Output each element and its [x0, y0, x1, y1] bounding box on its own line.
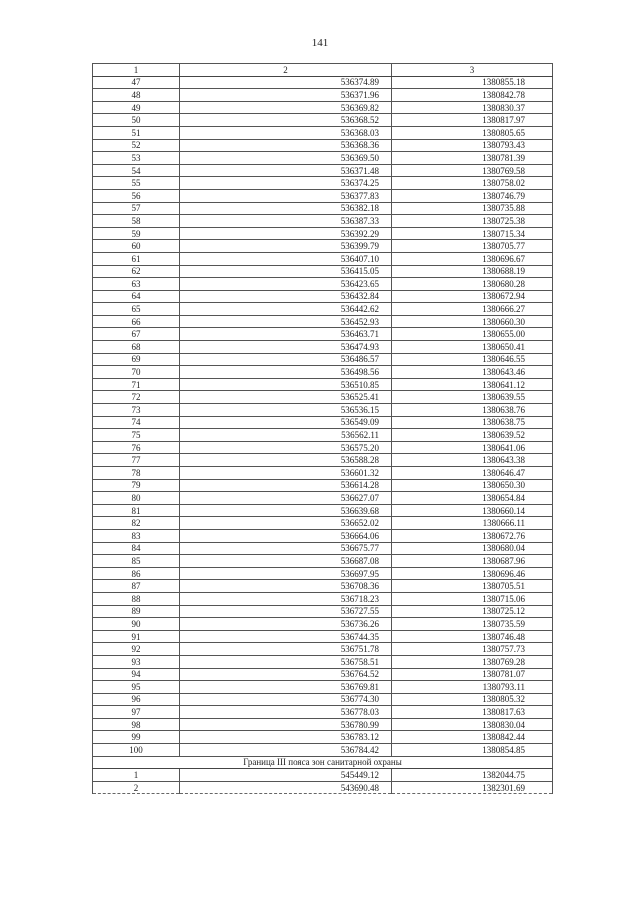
point-number-cell: 74: [93, 416, 180, 429]
point-number-cell: 59: [93, 227, 180, 240]
x-coordinate-cell: 536774.30: [180, 693, 392, 706]
x-coordinate-cell: 536614.28: [180, 479, 392, 492]
point-number-cell: 73: [93, 404, 180, 417]
point-number-cell: 70: [93, 366, 180, 379]
table-row: [93, 580, 553, 593]
table-row: [93, 567, 553, 580]
x-coordinate-cell: 536452.93: [180, 315, 392, 328]
y-coordinate-cell: 1380735.88: [392, 202, 553, 215]
point-number-cell: 1: [93, 769, 180, 782]
y-coordinate-cell: 1380650.41: [392, 341, 553, 354]
y-coordinate-cell: 1380638.75: [392, 416, 553, 429]
y-coordinate-cell: 1380641.06: [392, 441, 553, 454]
y-coordinate-cell: 1380725.38: [392, 215, 553, 228]
y-coordinate-cell: 1380805.32: [392, 693, 553, 706]
table-row: [93, 731, 553, 744]
x-coordinate-cell: 536392.29: [180, 227, 392, 240]
x-coordinate-cell: 536369.50: [180, 152, 392, 165]
y-coordinate-cell: 1380735.59: [392, 618, 553, 631]
x-coordinate-cell: 536627.07: [180, 492, 392, 505]
y-coordinate-cell: 1380757.73: [392, 643, 553, 656]
x-coordinate-cell: 536374.89: [180, 76, 392, 89]
point-number-cell: 89: [93, 605, 180, 618]
x-coordinate-cell: 536369.82: [180, 101, 392, 114]
table-row: [93, 202, 553, 215]
point-number-cell: 88: [93, 592, 180, 605]
y-coordinate-cell: 1380696.46: [392, 567, 553, 580]
y-coordinate-cell: 1380817.63: [392, 706, 553, 719]
x-coordinate-cell: 536758.51: [180, 655, 392, 668]
x-coordinate-cell: 536778.03: [180, 706, 392, 719]
column-header: 3: [392, 64, 553, 77]
x-coordinate-cell: 536562.11: [180, 429, 392, 442]
x-coordinate-cell: 536727.55: [180, 605, 392, 618]
y-coordinate-cell: 1380650.30: [392, 479, 553, 492]
x-coordinate-cell: 536783.12: [180, 731, 392, 744]
y-coordinate-cell: 1380725.12: [392, 605, 553, 618]
x-coordinate-cell: 536387.33: [180, 215, 392, 228]
section-heading: Граница III пояса зон санитарной охраны: [93, 756, 553, 769]
point-number-cell: 72: [93, 391, 180, 404]
table-row: [93, 504, 553, 517]
x-coordinate-cell: 536382.18: [180, 202, 392, 215]
x-coordinate-cell: 536374.25: [180, 177, 392, 190]
x-coordinate-cell: 536423.65: [180, 278, 392, 291]
table-row: [93, 542, 553, 555]
y-coordinate-cell: 1380646.47: [392, 467, 553, 480]
y-coordinate-cell: 1380781.39: [392, 152, 553, 165]
table-row: [93, 681, 553, 694]
x-coordinate-cell: 536415.05: [180, 265, 392, 278]
point-number-cell: 52: [93, 139, 180, 152]
x-coordinate-cell: 536575.20: [180, 441, 392, 454]
x-coordinate-cell: 536442.62: [180, 303, 392, 316]
x-coordinate-cell: 536549.09: [180, 416, 392, 429]
point-number-cell: 85: [93, 555, 180, 568]
point-number-cell: 95: [93, 681, 180, 694]
x-coordinate-cell: 536769.81: [180, 681, 392, 694]
point-number-cell: 91: [93, 630, 180, 643]
y-coordinate-cell: 1380666.11: [392, 517, 553, 530]
table-row: [93, 328, 553, 341]
table-row: [93, 366, 553, 379]
point-number-cell: 76: [93, 441, 180, 454]
y-coordinate-cell: 1380655.00: [392, 328, 553, 341]
y-coordinate-cell: 1380793.11: [392, 681, 553, 694]
table-row: [93, 290, 553, 303]
table-row: [93, 278, 553, 291]
table-row: [93, 189, 553, 202]
table-row: [93, 718, 553, 731]
point-number-cell: 82: [93, 517, 180, 530]
y-coordinate-cell: 1380680.04: [392, 542, 553, 555]
point-number-cell: 58: [93, 215, 180, 228]
y-coordinate-cell: 1380672.76: [392, 529, 553, 542]
y-coordinate-cell: 1380715.34: [392, 227, 553, 240]
y-coordinate-cell: 1380639.52: [392, 429, 553, 442]
y-coordinate-cell: 1380793.43: [392, 139, 553, 152]
y-coordinate-cell: 1382044.75: [392, 769, 553, 782]
y-coordinate-cell: 1380842.44: [392, 731, 553, 744]
table-row: [93, 781, 553, 794]
table-row: [93, 341, 553, 354]
y-coordinate-cell: 1382301.69: [392, 781, 553, 794]
table-row: [93, 529, 553, 542]
x-coordinate-cell: 536463.71: [180, 328, 392, 341]
y-coordinate-cell: 1380672.94: [392, 290, 553, 303]
x-coordinate-cell: 543690.48: [180, 781, 392, 794]
point-number-cell: 83: [93, 529, 180, 542]
x-coordinate-cell: 536708.36: [180, 580, 392, 593]
table-row: [93, 693, 553, 706]
point-number-cell: 66: [93, 315, 180, 328]
x-coordinate-cell: 536744.35: [180, 630, 392, 643]
x-coordinate-cell: 536784.42: [180, 744, 392, 757]
y-coordinate-cell: 1380746.48: [392, 630, 553, 643]
table-row: [93, 706, 553, 719]
x-coordinate-cell: 536718.23: [180, 592, 392, 605]
table-row: [93, 152, 553, 165]
y-coordinate-cell: 1380687.96: [392, 555, 553, 568]
table-row: [93, 429, 553, 442]
table-row: [93, 164, 553, 177]
y-coordinate-cell: 1380805.65: [392, 126, 553, 139]
table-row: [93, 391, 553, 404]
point-number-cell: 65: [93, 303, 180, 316]
x-coordinate-cell: 536371.48: [180, 164, 392, 177]
x-coordinate-cell: 536751.78: [180, 643, 392, 656]
table-row: [93, 618, 553, 631]
y-coordinate-cell: 1380643.46: [392, 366, 553, 379]
point-number-cell: 92: [93, 643, 180, 656]
point-number-cell: 69: [93, 353, 180, 366]
x-coordinate-cell: 536639.68: [180, 504, 392, 517]
x-coordinate-cell: 536368.03: [180, 126, 392, 139]
table-row: [93, 265, 553, 278]
y-coordinate-cell: 1380660.14: [392, 504, 553, 517]
point-number-cell: 48: [93, 89, 180, 102]
y-coordinate-cell: 1380715.06: [392, 592, 553, 605]
x-coordinate-cell: 536368.52: [180, 114, 392, 127]
y-coordinate-cell: 1380696.67: [392, 252, 553, 265]
point-number-cell: 55: [93, 177, 180, 190]
table-row: [93, 404, 553, 417]
point-number-cell: 2: [93, 781, 180, 794]
y-coordinate-cell: 1380688.19: [392, 265, 553, 278]
y-coordinate-cell: 1380842.78: [392, 89, 553, 102]
x-coordinate-cell: 536525.41: [180, 391, 392, 404]
y-coordinate-cell: 1380643.38: [392, 454, 553, 467]
y-coordinate-cell: 1380705.51: [392, 580, 553, 593]
table-row: [93, 303, 553, 316]
point-number-cell: 68: [93, 341, 180, 354]
table-row: [93, 454, 553, 467]
table-row: [93, 467, 553, 480]
point-number-cell: 75: [93, 429, 180, 442]
table-row: [93, 139, 553, 152]
column-header: 2: [180, 64, 392, 77]
point-number-cell: 97: [93, 706, 180, 719]
table-row: [93, 114, 553, 127]
point-number-cell: 90: [93, 618, 180, 631]
point-number-cell: 62: [93, 265, 180, 278]
x-coordinate-cell: 536601.32: [180, 467, 392, 480]
point-number-cell: 99: [93, 731, 180, 744]
table-row: [93, 769, 553, 782]
table-row: [93, 643, 553, 656]
point-number-cell: 81: [93, 504, 180, 517]
page-number: 141: [311, 37, 329, 49]
table-row: [93, 89, 553, 102]
table-row: [93, 744, 553, 757]
x-coordinate-cell: 536736.26: [180, 618, 392, 631]
x-coordinate-cell: 536474.93: [180, 341, 392, 354]
table-row: [93, 592, 553, 605]
section-heading-row: [93, 756, 553, 769]
y-coordinate-cell: 1380666.27: [392, 303, 553, 316]
x-coordinate-cell: 536764.52: [180, 668, 392, 681]
point-number-cell: 87: [93, 580, 180, 593]
x-coordinate-cell: 536780.99: [180, 718, 392, 731]
table-row: [93, 555, 553, 568]
y-coordinate-cell: 1380830.37: [392, 101, 553, 114]
table-header-row: [93, 64, 553, 77]
point-number-cell: 93: [93, 655, 180, 668]
table-row: [93, 378, 553, 391]
coordinates-table: [92, 63, 553, 794]
table-row: [93, 177, 553, 190]
column-header: 1: [93, 64, 180, 77]
x-coordinate-cell: 536407.10: [180, 252, 392, 265]
point-number-cell: 51: [93, 126, 180, 139]
x-coordinate-cell: 536664.06: [180, 529, 392, 542]
table-row: [93, 252, 553, 265]
y-coordinate-cell: 1380660.30: [392, 315, 553, 328]
x-coordinate-cell: 536687.08: [180, 555, 392, 568]
y-coordinate-cell: 1380830.04: [392, 718, 553, 731]
x-coordinate-cell: 536588.28: [180, 454, 392, 467]
table-row: [93, 353, 553, 366]
table-row: [93, 227, 553, 240]
table-row: [93, 101, 553, 114]
x-coordinate-cell: 536368.36: [180, 139, 392, 152]
table-row: [93, 240, 553, 253]
y-coordinate-cell: 1380746.79: [392, 189, 553, 202]
point-number-cell: 78: [93, 467, 180, 480]
point-number-cell: 86: [93, 567, 180, 580]
point-number-cell: 47: [93, 76, 180, 89]
x-coordinate-cell: 536377.83: [180, 189, 392, 202]
x-coordinate-cell: 536498.56: [180, 366, 392, 379]
y-coordinate-cell: 1380781.07: [392, 668, 553, 681]
table-row: [93, 315, 553, 328]
y-coordinate-cell: 1380769.28: [392, 655, 553, 668]
y-coordinate-cell: 1380854.85: [392, 744, 553, 757]
x-coordinate-cell: 536432.84: [180, 290, 392, 303]
point-number-cell: 50: [93, 114, 180, 127]
x-coordinate-cell: 536510.85: [180, 378, 392, 391]
x-coordinate-cell: 536371.96: [180, 89, 392, 102]
point-number-cell: 84: [93, 542, 180, 555]
point-number-cell: 77: [93, 454, 180, 467]
table-row: [93, 517, 553, 530]
x-coordinate-cell: 536486.57: [180, 353, 392, 366]
table-row: [93, 215, 553, 228]
point-number-cell: 79: [93, 479, 180, 492]
point-number-cell: 71: [93, 378, 180, 391]
table-row: [93, 76, 553, 89]
x-coordinate-cell: 545449.12: [180, 769, 392, 782]
y-coordinate-cell: 1380654.84: [392, 492, 553, 505]
point-number-cell: 61: [93, 252, 180, 265]
point-number-cell: 80: [93, 492, 180, 505]
x-coordinate-cell: 536536.15: [180, 404, 392, 417]
point-number-cell: 94: [93, 668, 180, 681]
point-number-cell: 98: [93, 718, 180, 731]
x-coordinate-cell: 536697.95: [180, 567, 392, 580]
table-row: [93, 668, 553, 681]
y-coordinate-cell: 1380641.12: [392, 378, 553, 391]
point-number-cell: 96: [93, 693, 180, 706]
table-row: [93, 605, 553, 618]
table-row: [93, 441, 553, 454]
table-row: [93, 126, 553, 139]
table-row: [93, 655, 553, 668]
table-row: [93, 492, 553, 505]
table-row: [93, 630, 553, 643]
y-coordinate-cell: 1380638.76: [392, 404, 553, 417]
point-number-cell: 67: [93, 328, 180, 341]
y-coordinate-cell: 1380769.58: [392, 164, 553, 177]
y-coordinate-cell: 1380646.55: [392, 353, 553, 366]
point-number-cell: 54: [93, 164, 180, 177]
y-coordinate-cell: 1380639.55: [392, 391, 553, 404]
x-coordinate-cell: 536652.02: [180, 517, 392, 530]
point-number-cell: 60: [93, 240, 180, 253]
point-number-cell: 49: [93, 101, 180, 114]
x-coordinate-cell: 536399.79: [180, 240, 392, 253]
table-row: [93, 416, 553, 429]
y-coordinate-cell: 1380817.97: [392, 114, 553, 127]
point-number-cell: 56: [93, 189, 180, 202]
x-coordinate-cell: 536675.77: [180, 542, 392, 555]
y-coordinate-cell: 1380855.18: [392, 76, 553, 89]
y-coordinate-cell: 1380705.77: [392, 240, 553, 253]
point-number-cell: 63: [93, 278, 180, 291]
point-number-cell: 57: [93, 202, 180, 215]
y-coordinate-cell: 1380680.28: [392, 278, 553, 291]
point-number-cell: 64: [93, 290, 180, 303]
point-number-cell: 53: [93, 152, 180, 165]
point-number-cell: 100: [93, 744, 180, 757]
table-row: [93, 479, 553, 492]
y-coordinate-cell: 1380758.02: [392, 177, 553, 190]
